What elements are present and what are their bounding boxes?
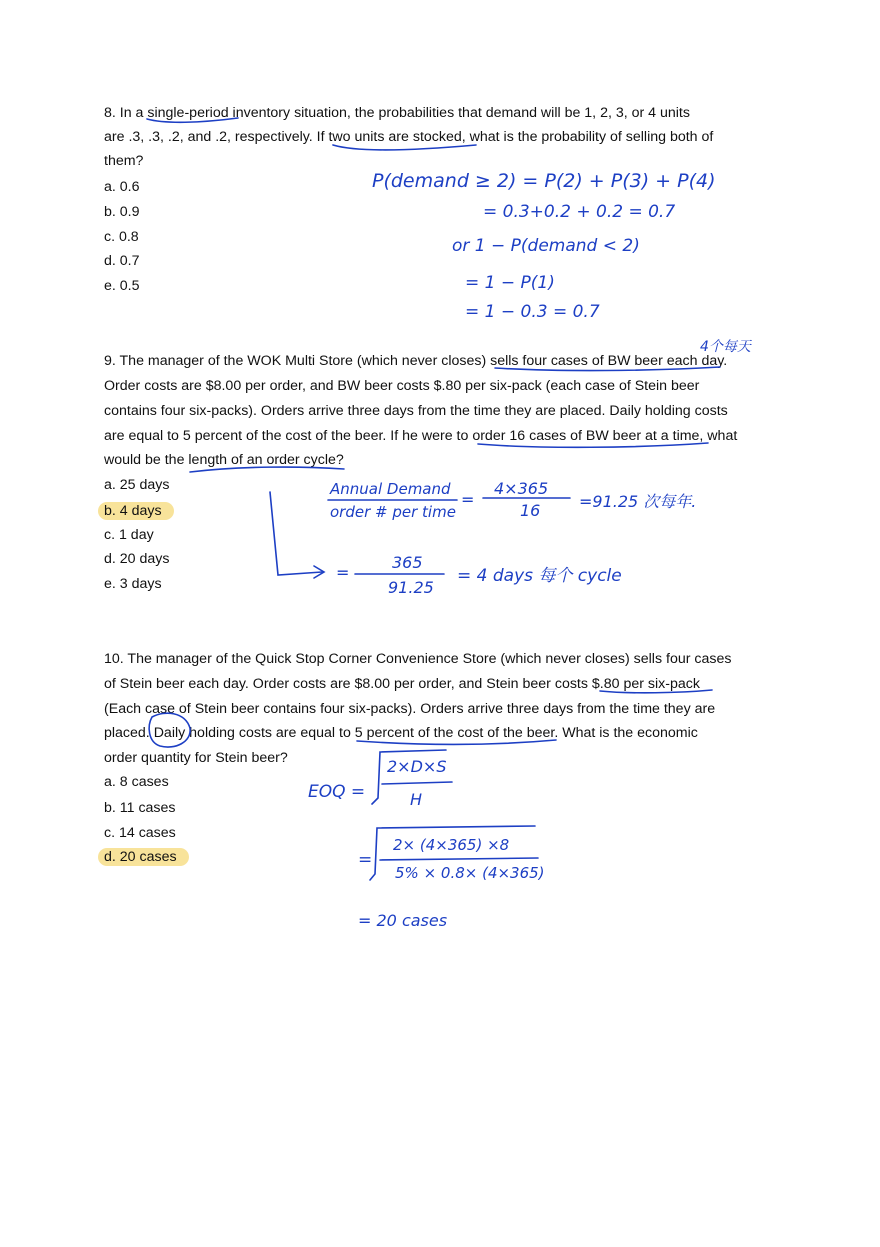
q9-frac3-denominator: 91.25 [388,578,434,597]
q9-option-e: e. 3 days [104,576,162,592]
q9-text-line-2: Order costs are $8.00 per order, and BW beer costs $.80 per six-pack (each case of Stein beer [104,378,700,394]
q10-equals-2: = [358,850,373,870]
q8-note-line-2: = 0.3+0.2 + 0.2 = 0.7 [483,202,676,222]
q10-denominator-2: 5% × 0.8× (4×365) [395,864,545,882]
q10-option-b: b. 11 cases [104,800,176,816]
q8-option-e: e. 0.5 [104,278,140,294]
q8-note-line-5: = 1 − 0.3 = 0.7 [465,302,600,322]
q10-option-a: a. 8 cases [104,774,169,790]
q10-frac-bar-2 [380,858,538,860]
q9-result-1: =91.25 次每年. [579,492,697,511]
q8-option-d: d. 0.7 [104,253,140,269]
q9-text-line-5: would be the length of an order cycle? [104,452,344,468]
q9-arrow-equals: = [336,563,350,582]
q8-text-line-1: 8. In a single-period inventory situation, the probabilities that demand will be 1, 2, 3, or 4 units [104,105,690,121]
q10-option-d-highlight: d. 20 cases [98,848,189,866]
q9-frac3-numerator: 365 [392,553,423,572]
q10-option-d [104,848,189,866]
q10-formula-denominator: H [410,790,423,809]
q9-option-c: c. 1 day [104,527,154,543]
q9-frac2-denominator: 16 [520,501,541,520]
q9-option-a: a. 25 days [104,477,170,493]
q9-text-line-3: contains four six-packs). Orders arrive three days from the time they are placed. Daily holding costs [104,403,728,419]
q10-text-line-1: 10. The manager of the Quick Stop Corner Convenience Store (which never closes) sells four cases [104,651,732,667]
q10-text-line-2: of Stein beer each day. Order costs are $8.00 per order, and Stein beer costs $.80 per six-pack [104,676,700,692]
q10-numerator-2: 2× (4×365) ×8 [393,836,510,854]
q8-option-a: a. 0.6 [104,179,140,195]
q8-text-line-2: are .3, .3, .2, and .2, respectively. If two units are stocked, what is the probability of selling both of [104,129,714,145]
q9-frac2-numerator: 4×365 [494,479,549,498]
q9-margin-note: 4个每天 [700,339,751,355]
q8-note-line-4: = 1 − P(1) [465,273,555,293]
q9-arrowhead [314,566,324,578]
q9-equals: = [461,490,475,509]
q9-result-2: = 4 days 每个 cycle [457,566,622,586]
q10-frac-bar-1 [382,782,452,784]
q10-option-c: c. 14 cases [104,825,176,841]
q9-option-d: d. 20 days [104,551,170,567]
q10-text-line-3: (Each case of Stein beer contains four six-packs). Orders arrive three days from the time they are [104,701,716,717]
q8-text-line-3: them? [104,153,144,169]
q10-text-line-4: placed. Daily holding costs are equal to 5 percent of the cost of the beer. What is the economic [104,725,698,741]
q9-frac1-numerator: Annual Demand [330,480,451,498]
q8-option-b: b. 0.9 [104,204,140,220]
q8-option-c: c. 0.8 [104,229,139,245]
q9-frac1-denominator: order # per time [330,503,456,521]
q9-text-line-1: 9. The manager of the WOK Multi Store (which never closes) sells four cases of BW beer each day. [104,353,728,369]
q9-text-line-4: are equal to 5 percent of the cost of the beer. If he were to order 16 cases of BW beer at a time, what [104,428,738,444]
q8-note-line-3: or 1 − P(demand < 2) [452,236,640,256]
q8-note-line-1: P(demand ≥ 2) = P(2) + P(3) + P(4) [372,170,716,192]
q10-result: = 20 cases [358,911,448,930]
q9-option-b [104,502,174,520]
q10-formula-numerator: 2×D×S [387,757,447,776]
q10-eoq-label: EOQ = [308,782,366,802]
q9-bracket-arrow [270,492,322,575]
q9-option-b-highlight: b. 4 days [98,502,174,520]
q10-text-line-5: order quantity for Stein beer? [104,750,288,766]
